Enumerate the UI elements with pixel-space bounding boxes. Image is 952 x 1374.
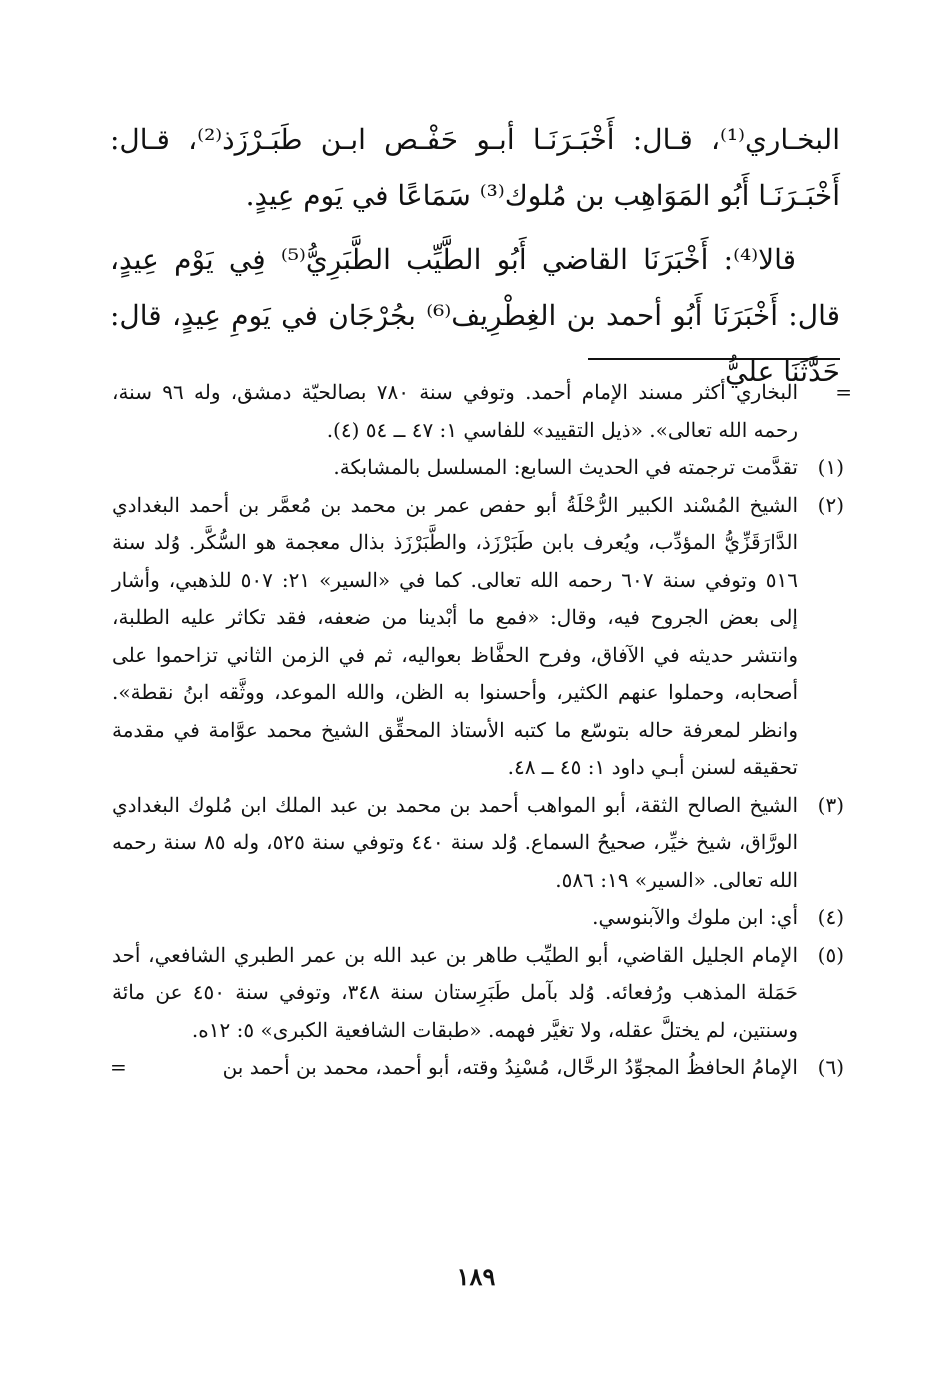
- footnotes: [110, 374, 852, 1087]
- footnote-text: الإمام الجليل القاضي، أبو الطيِّب طاهر بن عبد الله بن عمر الطبري الشافعي، أحد حَمَلة المذهب ورُفعائه. وُلد بآمل طَبَرِستان سنة ٣٤٨، وتوفي سنة ٤٥٠ عن مائة وسنتين، لم يختلَّ عقله، ولا تغيَّر فهمه. «طبقات الشافعية الكبرى» ٥: ١٢ه.: [112, 942, 799, 1042]
- page-number: ١٨٩: [456, 1262, 496, 1291]
- continued-marker: =: [110, 1055, 127, 1079]
- footnote-2: [112, 487, 844, 787]
- footnote-divider: [588, 358, 840, 360]
- main-text: قالا⁽⁴⁾: أَخْبَرَنَا القاضي أَبُو الطَّيِّب الطَّبَرِيُّ⁽⁵⁾ فِي يَوْم عِيدٍ، قال: أَخْبَرَنَا أَبُو أحمد بن الغِطْرِيف⁽⁶⁾ بجُرْجَان في يَومِ عِيدٍ، قال: حَدَّثَنَا عليُّ: [110, 243, 840, 388]
- main-paragraph-1: [110, 112, 840, 224]
- footnote-text: أي: ابن ملوك والآبنوسي.: [592, 905, 798, 929]
- footnote-number: (٣): [817, 792, 844, 817]
- footnote-text: البخاري أكثر مسند الإمام أحمد. وتوفي سنة ٧٨٠ بصالحيّة دمشق، وله ٩٦ سنة، رحمه الله تعالى». «ذيل التقييد» للفاسي ١: ٤٧ ــ ٥٤ (٤).: [112, 380, 799, 442]
- footnote-text: الشيخ المُسْند الكبير الرُّحْلَةُ أبو حفص عمر بن محمد بن مُعمَّر بن أحمد البغدادي الدَّارَقَزِّيُّ المؤدِّب، ويُعرف بابن طَبَرْزَذ، والطَّبَرْزَذ بذال معجمة هو السُّكَّر. وُلد سنة ٥١٦ وتوفي سنة ٦٠٧ رحمه الله تعالى. كما في «السير» ٢١: ٥٠٧ للذهبي، وأشار إلى بعض الجروح فيه، وقال: «فمع ما أبْدينا من ضعفه، فقد تكاثر عليه الطلبة، وانتشر حديثه في الآفاق، وفرح الحفَّاظ بعواليه، ثم في الزمن الثاني تزاحموا على أصحابه، وحملوا عنهم الكثير، وأحسنوا به الظن، والله الموعد، ووثَّقه ابنُ نقطة». وانظر لمعرفة حاله بتوسّع ما كتبه الأستاذ المحقِّق الشيخ محمد عوَّامة في مقدمة تحقيقه لسنن أبـي داود ١: ٤٥ ــ ٤٨.: [112, 492, 798, 779]
- footnote-number: (٦): [817, 1055, 844, 1079]
- footnote-text: الشيخ الصالح الثقة، أبو المواهب أحمد بن محمد بن عبد الملك ابن مُلوك البغدادي الورَّاق، شيخ خيِّر، صحيحُ السماع. وُلد سنة ٤٤٠ وتوفي سنة ٥٢٥، وله ٨٥ سنة رحمه الله تعالى. «السير» ١٩: ٥٨٦.: [112, 792, 799, 892]
- footnote-1: [112, 449, 844, 487]
- footnote-6: [112, 1049, 844, 1087]
- footnote-3: [112, 787, 844, 900]
- footnote-5: [112, 937, 844, 1050]
- footnote-continuation: [112, 374, 852, 449]
- footnote-text: الإمامُ الحافظُ المجوِّدُ الرحَّال، مُسْنِدُ وقته، أبو أحمد، محمد بن أحمد بن: [222, 1055, 798, 1079]
- footnote-number: (٤): [817, 905, 844, 929]
- footnote-number: (٥): [817, 942, 844, 967]
- continuation-marker: =: [835, 380, 852, 404]
- main-text: البخـاري⁽¹⁾، قـال: أَخْبَـرَنَـا أبـو حَفْـص ابـن طَبَـرْزَذ⁽²⁾، قـال: أَخْبَـرَنَـا أَبُو المَوَاهِب بن مُلوك⁽³⁾ سَمَاعًا في يَوم عِيدٍ.: [110, 123, 840, 212]
- footnote-number: (١): [817, 455, 844, 479]
- footnote-4: [112, 899, 844, 937]
- footnote-number: (٢): [817, 492, 844, 517]
- footnote-text: تقدَّمت ترجمته في الحديث السابع: المسلسل بالمشابكة.: [333, 455, 798, 479]
